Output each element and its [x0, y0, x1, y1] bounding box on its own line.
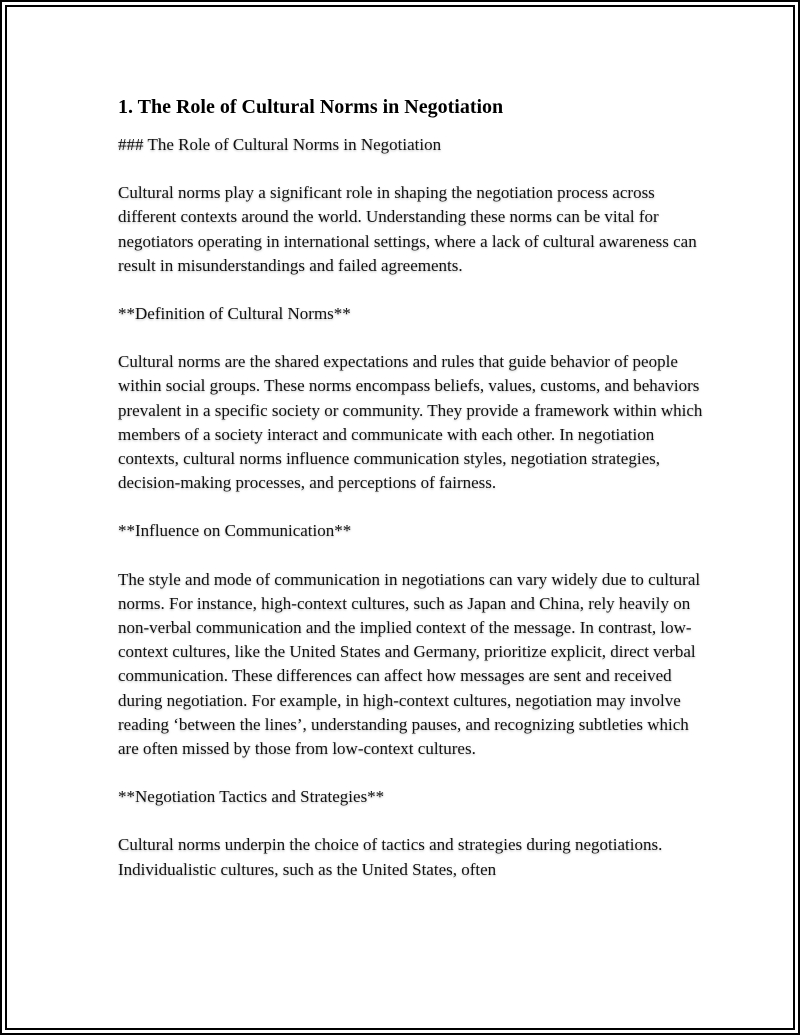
intro-paragraph: Cultural norms play a significant role in shaping the negotiation process across different contexts around the world. Understanding these norms can be vital for negotiators operating in international settings, where a lack of cultural awareness can result in misunderstandings and failed agreements.: [118, 183, 697, 275]
document-title: 1. The Role of Cultural Norms in Negotiation: [118, 96, 504, 118]
definition-heading: **Definition of Cultural Norms**: [118, 304, 351, 324]
tactics-paragraph: Cultural norms underpin the choice of tactics and strategies during negotiations. Individualistic cultures, such as the United States, often: [118, 835, 663, 879]
document-body: [118, 94, 708, 906]
communication-heading: **Influence on Communication**: [118, 521, 352, 541]
definition-paragraph: Cultural norms are the shared expectations and rules that guide behavior of people within social groups. These norms encompass beliefs, values, customs, and behaviors prevalent in a specific society or community. They provide a framework within which members of a society interact and communicate with each other. In negotiation contexts, cultural norms influence communication styles, negotiation strategies, decision-making processes, and perceptions of fairness.: [118, 352, 703, 493]
communication-paragraph: The style and mode of communication in negotiations can vary widely due to cultural norms. For instance, high-context cultures, such as Japan and China, rely heavily on non-verbal communication and the implied context of the message. In contrast, low-context cultures, like the United States and Germany, prioritize explicit, direct verbal communication. These differences can affect how messages are sent and received during negotiation. For example, in high-context cultures, negotiation may involve reading ‘between the lines’, understanding pauses, and recognizing subtleties which are often missed by those from low-context cultures.: [118, 569, 701, 759]
markdown-heading-paragraph: ### The Role of Cultural Norms in Negotiation: [118, 135, 442, 154]
tactics-heading: **Negotiation Tactics and Strategies**: [118, 787, 385, 807]
